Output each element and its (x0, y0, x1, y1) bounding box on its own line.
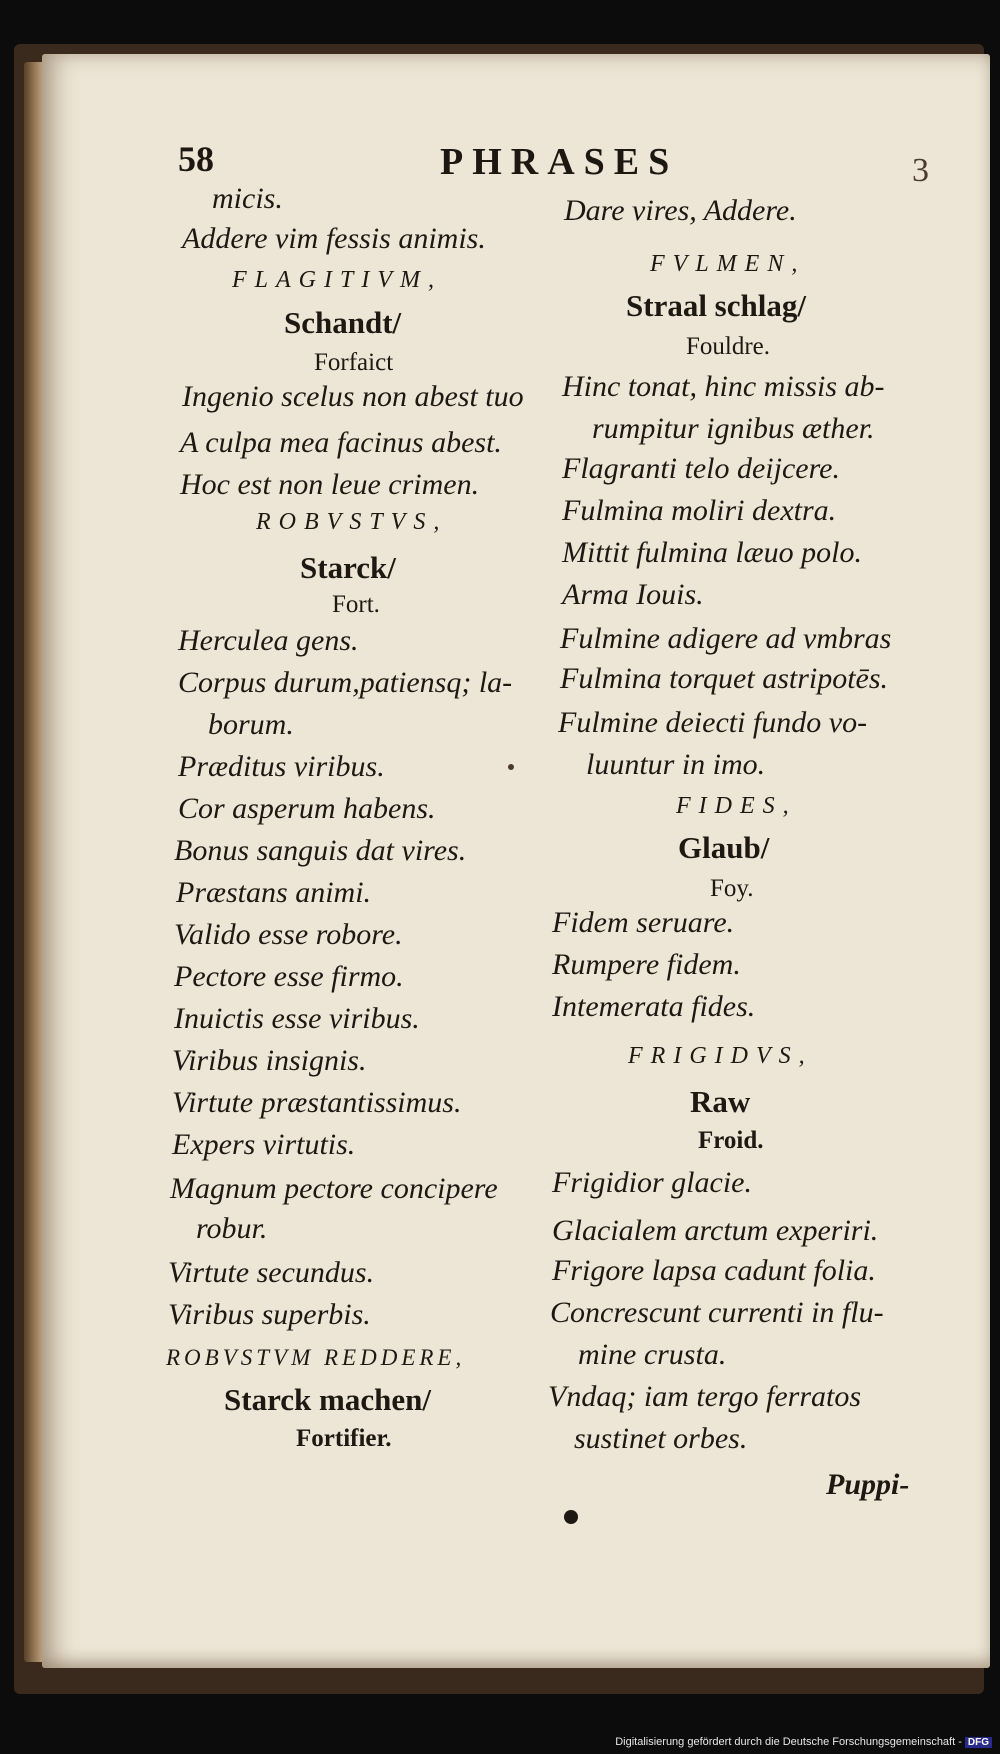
french-term: Fort. (332, 591, 380, 618)
text-line: Corpus durum,patiensq; la- (178, 666, 513, 699)
text-line: Valido esse robore. (174, 918, 403, 951)
french-term: Foy. (710, 875, 754, 902)
ink-dot (564, 1510, 578, 1524)
text-line: Vndaq; iam tergo ferratos (548, 1380, 862, 1413)
text-line: Flagranti telo deijcere. (562, 452, 840, 485)
text-line: borum. (208, 708, 294, 741)
text-line: Fulmine adigere ad vmbras (560, 622, 892, 655)
german-term: Raw (690, 1084, 751, 1119)
text-line: Viribus insignis. (172, 1044, 367, 1077)
section-heading: ROBVSTVS, (256, 509, 448, 535)
text-line: sustinet orbes. (574, 1422, 748, 1455)
text-line: Arma Iouis. (562, 578, 704, 611)
french-term: Froid. (698, 1127, 764, 1154)
text-line: Cor asperum habens. (178, 792, 436, 825)
text-line: Addere vim fessis animis. (182, 222, 486, 255)
text-line: Glacialem arctum experiri. (552, 1214, 879, 1247)
text-line: A culpa mea facinus abest. (180, 426, 502, 459)
section-heading: FRIGIDVS, (628, 1043, 813, 1069)
section-heading: FLAGITIVM, (232, 267, 442, 293)
text-line: Ingenio scelus non abest tuo (182, 380, 524, 413)
french-term: Fortifier. (296, 1425, 392, 1452)
text-line: Inuictis esse viribus. (174, 1002, 420, 1035)
text-line: Hinc tonat, hinc missis ab- (562, 370, 885, 403)
text-line: Bonus sanguis dat vires. (174, 834, 467, 867)
text-line: Expers virtutis. (172, 1128, 356, 1161)
german-term: Starck/ (300, 550, 396, 585)
dfg-logo: DFG (965, 1737, 992, 1748)
text-line: rumpitur ignibus æther. (592, 412, 875, 445)
digitization-footer (615, 1736, 992, 1748)
french-term: Fouldre. (686, 333, 771, 360)
text-line: Præditus viribus. (178, 750, 385, 783)
text-line: Pectore esse firmo. (174, 960, 404, 993)
section-heading: ROBVSTVM REDDERE, (166, 1345, 466, 1370)
text-line: Præstans animi. (176, 876, 372, 909)
page-number: 58 (178, 139, 214, 179)
text-line: Concrescunt currenti in flu- (550, 1296, 884, 1329)
text-line: Intemerata fides. (552, 990, 756, 1023)
german-term: Schandt/ (284, 305, 402, 340)
german-term: Glaub/ (678, 830, 770, 865)
text-line: mine crusta. (578, 1338, 727, 1371)
text-line: Frigore lapsa cadunt folia. (552, 1254, 876, 1287)
footer-text: Digitalisierung gefördert durch die Deutsche Forschungsgemeinschaft - (615, 1736, 962, 1748)
text-line: luuntur in imo. (586, 748, 766, 781)
text-line: Fulmina torquet astripotēs. (560, 662, 889, 695)
text-line: Virtute præstantissimus. (172, 1086, 462, 1119)
text-line: Mittit fulmina læuo polo. (562, 536, 863, 569)
text-line: Rumpere fidem. (552, 948, 741, 981)
french-term: Forfaict (314, 349, 394, 376)
ink-speck (508, 764, 514, 770)
section-heading: FVLMEN, (650, 251, 806, 277)
text-line: micis. (212, 182, 283, 215)
catchword: Puppi- (826, 1468, 910, 1501)
text-line: Hoc est non leue crimen. (180, 468, 480, 501)
text-line: Frigidior glacie. (552, 1166, 752, 1199)
text-line: Herculea gens. (178, 624, 359, 657)
text-line: Fidem seruare. (552, 906, 735, 939)
text-line: robur. (196, 1212, 268, 1245)
text-line: Fulmina moliri dextra. (562, 494, 837, 527)
corner-mark: 3 (912, 152, 929, 189)
german-term: Starck machen/ (224, 1382, 431, 1417)
text-line: Magnum pectore concipere (170, 1172, 498, 1205)
german-term: Straal schlag/ (626, 288, 806, 323)
text-line: Fulmine deiecti fundo vo- (558, 706, 868, 739)
section-heading: FIDES, (676, 793, 797, 819)
page-title: PHRASES (440, 141, 679, 183)
text-line: Viribus superbis. (168, 1298, 371, 1331)
text-line: Dare vires, Addere. (564, 194, 797, 227)
text-line: Virtute secundus. (168, 1256, 375, 1289)
